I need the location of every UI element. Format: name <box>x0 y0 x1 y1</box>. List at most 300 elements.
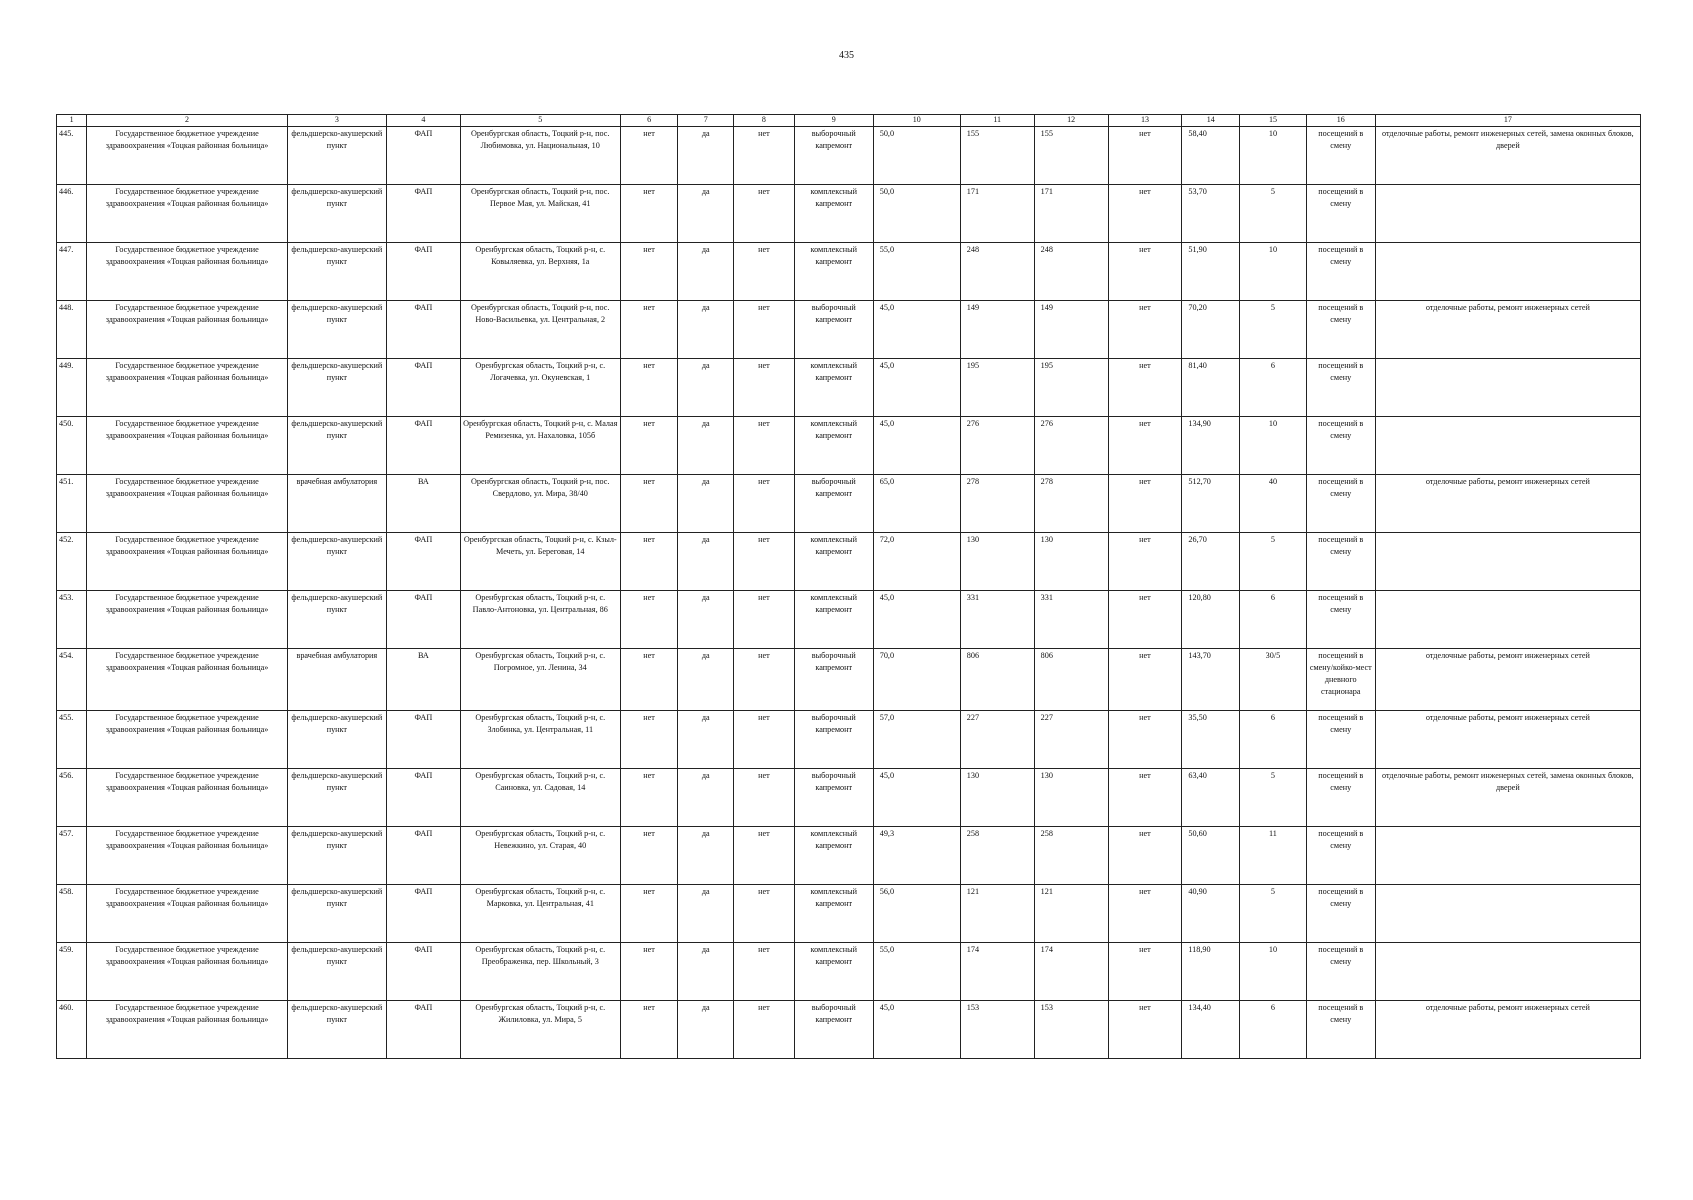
column-10-value: 45,0 <box>873 417 960 475</box>
column-6-value: нет <box>620 475 678 533</box>
organization-name: Государственное бюджетное учреждение здравоохранения «Тоцкая районная больница» <box>87 185 287 243</box>
column-8-value: нет <box>734 885 795 943</box>
works-description <box>1375 943 1640 1001</box>
facility-abbreviation: ФАП <box>386 301 460 359</box>
column-14-value: 512,70 <box>1182 475 1240 533</box>
facility-registry-table <box>56 114 1641 1059</box>
table-row <box>57 127 1641 185</box>
column-8-value: нет <box>734 301 795 359</box>
column-13-value: нет <box>1108 885 1182 943</box>
organization-name: Государственное бюджетное учреждение здравоохранения «Тоцкая районная больница» <box>87 475 287 533</box>
column-13-value: нет <box>1108 301 1182 359</box>
column-7-value: да <box>678 943 734 1001</box>
capacity-unit: посещений в смену <box>1306 827 1375 885</box>
column-11-value: 331 <box>960 591 1034 649</box>
column-8-value: нет <box>734 475 795 533</box>
repair-type: комплексный капремонт <box>794 533 873 591</box>
column-8-value: нет <box>734 359 795 417</box>
column-11-value: 195 <box>960 359 1034 417</box>
row-number: 448. <box>57 301 87 359</box>
column-11-value: 806 <box>960 649 1034 711</box>
works-description: отделочные работы, ремонт инженерных сетей <box>1375 475 1640 533</box>
row-number: 459. <box>57 943 87 1001</box>
row-number: 452. <box>57 533 87 591</box>
column-number-7: 7 <box>678 115 734 127</box>
works-description <box>1375 417 1640 475</box>
column-number-2: 2 <box>87 115 287 127</box>
column-13-value: нет <box>1108 185 1182 243</box>
column-10-value: 70,0 <box>873 649 960 711</box>
table-row <box>57 711 1641 769</box>
facility-type: врачебная амбулатория <box>287 649 386 711</box>
column-12-value: 121 <box>1034 885 1108 943</box>
row-number: 451. <box>57 475 87 533</box>
facility-abbreviation: ВА <box>386 475 460 533</box>
capacity-unit: посещений в смену <box>1306 127 1375 185</box>
table-body <box>57 127 1641 1059</box>
facility-address: Оренбургская область, Тоцкий р-н, с. Невежкино, ул. Старая, 40 <box>460 827 620 885</box>
column-number-13: 13 <box>1108 115 1182 127</box>
column-7-value: да <box>678 301 734 359</box>
facility-abbreviation: ФАП <box>386 417 460 475</box>
capacity-unit: посещений в смену <box>1306 943 1375 1001</box>
repair-type: выборочный капремонт <box>794 711 873 769</box>
table-row <box>57 359 1641 417</box>
facility-address: Оренбургская область, Тоцкий р-н, с. Преображенка, пер. Школьный, 3 <box>460 943 620 1001</box>
column-12-value: 149 <box>1034 301 1108 359</box>
column-number-16: 16 <box>1306 115 1375 127</box>
column-number-8: 8 <box>734 115 795 127</box>
table-row <box>57 243 1641 301</box>
column-10-value: 45,0 <box>873 769 960 827</box>
facility-abbreviation: ФАП <box>386 185 460 243</box>
column-14-value: 58,40 <box>1182 127 1240 185</box>
facility-type: врачебная амбулатория <box>287 475 386 533</box>
column-13-value: нет <box>1108 533 1182 591</box>
column-7-value: да <box>678 417 734 475</box>
facility-abbreviation: ФАП <box>386 943 460 1001</box>
column-12-value: 153 <box>1034 1001 1108 1059</box>
column-7-value: да <box>678 769 734 827</box>
column-10-value: 57,0 <box>873 711 960 769</box>
column-8-value: нет <box>734 185 795 243</box>
table-row <box>57 1001 1641 1059</box>
column-15-value: 10 <box>1240 127 1307 185</box>
column-13-value: нет <box>1108 769 1182 827</box>
works-description <box>1375 591 1640 649</box>
facility-type: фельдшерско-акушерский пункт <box>287 301 386 359</box>
column-13-value: нет <box>1108 417 1182 475</box>
repair-type: выборочный капремонт <box>794 475 873 533</box>
facility-type: фельдшерско-акушерский пункт <box>287 417 386 475</box>
facility-abbreviation: ФАП <box>386 243 460 301</box>
column-15-value: 5 <box>1240 185 1307 243</box>
capacity-unit: посещений в смену <box>1306 591 1375 649</box>
organization-name: Государственное бюджетное учреждение здравоохранения «Тоцкая районная больница» <box>87 769 287 827</box>
column-13-value: нет <box>1108 649 1182 711</box>
column-12-value: 278 <box>1034 475 1108 533</box>
column-13-value: нет <box>1108 827 1182 885</box>
column-13-value: нет <box>1108 943 1182 1001</box>
repair-type: комплексный капремонт <box>794 185 873 243</box>
column-14-value: 51,90 <box>1182 243 1240 301</box>
column-6-value: нет <box>620 711 678 769</box>
column-15-value: 10 <box>1240 243 1307 301</box>
column-7-value: да <box>678 533 734 591</box>
column-8-value: нет <box>734 1001 795 1059</box>
facility-address: Оренбургская область, Тоцкий р-н, с. Марковка, ул. Центральная, 41 <box>460 885 620 943</box>
column-8-value: нет <box>734 127 795 185</box>
column-6-value: нет <box>620 943 678 1001</box>
table-row <box>57 185 1641 243</box>
column-11-value: 130 <box>960 533 1034 591</box>
capacity-unit: посещений в смену <box>1306 301 1375 359</box>
column-8-value: нет <box>734 769 795 827</box>
facility-address: Оренбургская область, Тоцкий р-н, с. Малая Ремизенка, ул. Нахаловка, 105б <box>460 417 620 475</box>
column-15-value: 5 <box>1240 533 1307 591</box>
column-15-value: 5 <box>1240 885 1307 943</box>
column-number-15: 15 <box>1240 115 1307 127</box>
facility-address: Оренбургская область, Тоцкий р-н, пос. Первое Мая, ул. Майская, 41 <box>460 185 620 243</box>
capacity-unit: посещений в смену <box>1306 711 1375 769</box>
column-7-value: да <box>678 591 734 649</box>
facility-abbreviation: ФАП <box>386 1001 460 1059</box>
organization-name: Государственное бюджетное учреждение здравоохранения «Тоцкая районная больница» <box>87 591 287 649</box>
column-11-value: 276 <box>960 417 1034 475</box>
column-10-value: 72,0 <box>873 533 960 591</box>
capacity-unit: посещений в смену/койко-мест дневного стационара <box>1306 649 1375 711</box>
row-number: 460. <box>57 1001 87 1059</box>
column-6-value: нет <box>620 127 678 185</box>
capacity-unit: посещений в смену <box>1306 1001 1375 1059</box>
facility-abbreviation: ФАП <box>386 827 460 885</box>
column-15-value: 11 <box>1240 827 1307 885</box>
repair-type: выборочный капремонт <box>794 127 873 185</box>
table-row <box>57 827 1641 885</box>
column-15-value: 40 <box>1240 475 1307 533</box>
column-10-value: 49,3 <box>873 827 960 885</box>
facility-abbreviation: ФАП <box>386 533 460 591</box>
column-14-value: 53,70 <box>1182 185 1240 243</box>
facility-address: Оренбургская область, Тоцкий р-н, пос. Свердлово, ул. Мира, 38/40 <box>460 475 620 533</box>
facility-abbreviation: ФАП <box>386 769 460 827</box>
facility-address: Оренбургская область, Тоцкий р-н, пос. Любимовка, ул. Национальная, 10 <box>460 127 620 185</box>
column-15-value: 10 <box>1240 417 1307 475</box>
facility-type: фельдшерско-акушерский пункт <box>287 711 386 769</box>
column-14-value: 63,40 <box>1182 769 1240 827</box>
repair-type: комплексный капремонт <box>794 417 873 475</box>
repair-type: комплексный капремонт <box>794 243 873 301</box>
organization-name: Государственное бюджетное учреждение здравоохранения «Тоцкая районная больница» <box>87 243 287 301</box>
column-12-value: 174 <box>1034 943 1108 1001</box>
works-description <box>1375 885 1640 943</box>
column-6-value: нет <box>620 185 678 243</box>
repair-type: комплексный капремонт <box>794 943 873 1001</box>
row-number: 458. <box>57 885 87 943</box>
repair-type: комплексный капремонт <box>794 885 873 943</box>
column-6-value: нет <box>620 1001 678 1059</box>
facility-type: фельдшерско-акушерский пункт <box>287 359 386 417</box>
column-11-value: 174 <box>960 943 1034 1001</box>
repair-type: комплексный капремонт <box>794 827 873 885</box>
table-row <box>57 475 1641 533</box>
row-number: 449. <box>57 359 87 417</box>
column-14-value: 35,50 <box>1182 711 1240 769</box>
column-11-value: 121 <box>960 885 1034 943</box>
row-number: 447. <box>57 243 87 301</box>
facility-type: фельдшерско-акушерский пункт <box>287 943 386 1001</box>
facility-address: Оренбургская область, Тоцкий р-н, с. Злобинка, ул. Центральная, 11 <box>460 711 620 769</box>
column-7-value: да <box>678 475 734 533</box>
column-11-value: 149 <box>960 301 1034 359</box>
facility-address: Оренбургская область, Тоцкий р-н, с. Павло-Антоновка, ул. Центральная, 86 <box>460 591 620 649</box>
column-12-value: 155 <box>1034 127 1108 185</box>
column-7-value: да <box>678 359 734 417</box>
works-description: отделочные работы, ремонт инженерных сетей <box>1375 711 1640 769</box>
capacity-unit: посещений в смену <box>1306 769 1375 827</box>
works-description: отделочные работы, ремонт инженерных сетей <box>1375 1001 1640 1059</box>
column-15-value: 6 <box>1240 711 1307 769</box>
organization-name: Государственное бюджетное учреждение здравоохранения «Тоцкая районная больница» <box>87 417 287 475</box>
column-10-value: 55,0 <box>873 943 960 1001</box>
column-10-value: 55,0 <box>873 243 960 301</box>
column-8-value: нет <box>734 591 795 649</box>
column-10-value: 50,0 <box>873 127 960 185</box>
repair-type: комплексный капремонт <box>794 591 873 649</box>
column-12-value: 171 <box>1034 185 1108 243</box>
column-6-value: нет <box>620 591 678 649</box>
column-8-value: нет <box>734 827 795 885</box>
column-11-value: 153 <box>960 1001 1034 1059</box>
organization-name: Государственное бюджетное учреждение здравоохранения «Тоцкая районная больница» <box>87 533 287 591</box>
column-14-value: 120,80 <box>1182 591 1240 649</box>
organization-name: Государственное бюджетное учреждение здравоохранения «Тоцкая районная больница» <box>87 711 287 769</box>
column-14-value: 81,40 <box>1182 359 1240 417</box>
column-8-value: нет <box>734 943 795 1001</box>
column-11-value: 258 <box>960 827 1034 885</box>
column-12-value: 195 <box>1034 359 1108 417</box>
column-15-value: 5 <box>1240 769 1307 827</box>
facility-address: Оренбургская область, Тоцкий р-н, с. Жилиловка, ул. Мира, 5 <box>460 1001 620 1059</box>
facility-address: Оренбургская область, Тоцкий р-н, с. Ковыляевка, ул. Верхняя, 1а <box>460 243 620 301</box>
works-description: отделочные работы, ремонт инженерных сетей, замена оконных блоков, дверей <box>1375 769 1640 827</box>
table-row <box>57 533 1641 591</box>
facility-abbreviation: ВА <box>386 649 460 711</box>
facility-abbreviation: ФАП <box>386 711 460 769</box>
row-number: 454. <box>57 649 87 711</box>
works-description <box>1375 359 1640 417</box>
column-7-value: да <box>678 885 734 943</box>
column-14-value: 134,90 <box>1182 417 1240 475</box>
column-number-11: 11 <box>960 115 1034 127</box>
column-12-value: 130 <box>1034 769 1108 827</box>
column-15-value: 6 <box>1240 359 1307 417</box>
facility-address: Оренбургская область, Тоцкий р-н, с. Кзыл-Мечеть, ул. Береговая, 14 <box>460 533 620 591</box>
capacity-unit: посещений в смену <box>1306 185 1375 243</box>
column-10-value: 45,0 <box>873 1001 960 1059</box>
column-12-value: 331 <box>1034 591 1108 649</box>
column-6-value: нет <box>620 885 678 943</box>
column-12-value: 130 <box>1034 533 1108 591</box>
column-14-value: 70,20 <box>1182 301 1240 359</box>
works-description: отделочные работы, ремонт инженерных сетей <box>1375 301 1640 359</box>
column-8-value: нет <box>734 711 795 769</box>
column-number-6: 6 <box>620 115 678 127</box>
row-number: 456. <box>57 769 87 827</box>
column-number-12: 12 <box>1034 115 1108 127</box>
column-number-row <box>57 115 1641 127</box>
column-number-17: 17 <box>1375 115 1640 127</box>
column-12-value: 806 <box>1034 649 1108 711</box>
column-8-value: нет <box>734 533 795 591</box>
facility-type: фельдшерско-акушерский пункт <box>287 885 386 943</box>
facility-abbreviation: ФАП <box>386 885 460 943</box>
column-12-value: 276 <box>1034 417 1108 475</box>
column-10-value: 56,0 <box>873 885 960 943</box>
column-11-value: 278 <box>960 475 1034 533</box>
facility-type: фельдшерско-акушерский пункт <box>287 827 386 885</box>
column-6-value: нет <box>620 649 678 711</box>
column-8-value: нет <box>734 649 795 711</box>
works-description: отделочные работы, ремонт инженерных сетей, замена оконных блоков, дверей <box>1375 127 1640 185</box>
column-7-value: да <box>678 827 734 885</box>
facility-address: Оренбургская область, Тоцкий р-н, пос. Ново-Васильевка, ул. Центральная, 2 <box>460 301 620 359</box>
column-8-value: нет <box>734 417 795 475</box>
column-13-value: нет <box>1108 127 1182 185</box>
works-description <box>1375 533 1640 591</box>
table-row <box>57 301 1641 359</box>
column-12-value: 248 <box>1034 243 1108 301</box>
column-11-value: 171 <box>960 185 1034 243</box>
column-7-value: да <box>678 127 734 185</box>
facility-abbreviation: ФАП <box>386 127 460 185</box>
facility-abbreviation: ФАП <box>386 591 460 649</box>
facility-type: фельдшерско-акушерский пункт <box>287 1001 386 1059</box>
column-6-value: нет <box>620 243 678 301</box>
column-14-value: 134,40 <box>1182 1001 1240 1059</box>
facility-type: фельдшерско-акушерский пункт <box>287 533 386 591</box>
facility-address: Оренбургская область, Тоцкий р-н, с. Погромное, ул. Ленина, 34 <box>460 649 620 711</box>
column-15-value: 10 <box>1240 943 1307 1001</box>
capacity-unit: посещений в смену <box>1306 243 1375 301</box>
column-15-value: 5 <box>1240 301 1307 359</box>
organization-name: Государственное бюджетное учреждение здравоохранения «Тоцкая районная больница» <box>87 1001 287 1059</box>
row-number: 445. <box>57 127 87 185</box>
column-15-value: 6 <box>1240 591 1307 649</box>
column-number-4: 4 <box>386 115 460 127</box>
column-12-value: 258 <box>1034 827 1108 885</box>
capacity-unit: посещений в смену <box>1306 417 1375 475</box>
table-row <box>57 591 1641 649</box>
column-6-value: нет <box>620 533 678 591</box>
works-description: отделочные работы, ремонт инженерных сетей <box>1375 649 1640 711</box>
facility-type: фельдшерско-акушерский пункт <box>287 127 386 185</box>
organization-name: Государственное бюджетное учреждение здравоохранения «Тоцкая районная больница» <box>87 649 287 711</box>
column-10-value: 45,0 <box>873 359 960 417</box>
column-6-value: нет <box>620 417 678 475</box>
facility-abbreviation: ФАП <box>386 359 460 417</box>
column-6-value: нет <box>620 827 678 885</box>
column-number-3: 3 <box>287 115 386 127</box>
row-number: 453. <box>57 591 87 649</box>
column-7-value: да <box>678 1001 734 1059</box>
facility-address: Оренбургская область, Тоцкий р-н, с. Саиновка, ул. Садовая, 14 <box>460 769 620 827</box>
column-14-value: 118,90 <box>1182 943 1240 1001</box>
works-description <box>1375 185 1640 243</box>
capacity-unit: посещений в смену <box>1306 885 1375 943</box>
column-14-value: 26,70 <box>1182 533 1240 591</box>
column-13-value: нет <box>1108 359 1182 417</box>
column-10-value: 45,0 <box>873 591 960 649</box>
column-13-value: нет <box>1108 591 1182 649</box>
column-6-value: нет <box>620 769 678 827</box>
row-number: 455. <box>57 711 87 769</box>
column-6-value: нет <box>620 359 678 417</box>
column-7-value: да <box>678 711 734 769</box>
column-14-value: 50,60 <box>1182 827 1240 885</box>
column-number-9: 9 <box>794 115 873 127</box>
capacity-unit: посещений в смену <box>1306 359 1375 417</box>
organization-name: Государственное бюджетное учреждение здравоохранения «Тоцкая районная больница» <box>87 301 287 359</box>
repair-type: комплексный капремонт <box>794 359 873 417</box>
row-number: 450. <box>57 417 87 475</box>
organization-name: Государственное бюджетное учреждение здравоохранения «Тоцкая районная больница» <box>87 885 287 943</box>
column-13-value: нет <box>1108 243 1182 301</box>
repair-type: выборочный капремонт <box>794 769 873 827</box>
column-number-1: 1 <box>57 115 87 127</box>
column-8-value: нет <box>734 243 795 301</box>
organization-name: Государственное бюджетное учреждение здравоохранения «Тоцкая районная больница» <box>87 943 287 1001</box>
organization-name: Государственное бюджетное учреждение здравоохранения «Тоцкая районная больница» <box>87 359 287 417</box>
repair-type: выборочный капремонт <box>794 649 873 711</box>
column-number-14: 14 <box>1182 115 1240 127</box>
column-11-value: 227 <box>960 711 1034 769</box>
column-10-value: 50,0 <box>873 185 960 243</box>
column-6-value: нет <box>620 301 678 359</box>
row-number: 457. <box>57 827 87 885</box>
column-11-value: 130 <box>960 769 1034 827</box>
works-description <box>1375 243 1640 301</box>
table-row <box>57 649 1641 711</box>
page-number: 435 <box>839 50 854 61</box>
column-13-value: нет <box>1108 1001 1182 1059</box>
capacity-unit: посещений в смену <box>1306 475 1375 533</box>
repair-type: выборочный капремонт <box>794 1001 873 1059</box>
table-row <box>57 943 1641 1001</box>
facility-type: фельдшерско-акушерский пункт <box>287 769 386 827</box>
repair-type: выборочный капремонт <box>794 301 873 359</box>
table-row <box>57 885 1641 943</box>
organization-name: Государственное бюджетное учреждение здравоохранения «Тоцкая районная больница» <box>87 827 287 885</box>
column-14-value: 143,70 <box>1182 649 1240 711</box>
column-7-value: да <box>678 649 734 711</box>
column-14-value: 40,90 <box>1182 885 1240 943</box>
column-10-value: 45,0 <box>873 301 960 359</box>
column-10-value: 65,0 <box>873 475 960 533</box>
facility-address: Оренбургская область, Тоцкий р-н, с. Логачевка, ул. Окуневская, 1 <box>460 359 620 417</box>
column-15-value: 6 <box>1240 1001 1307 1059</box>
column-7-value: да <box>678 185 734 243</box>
column-11-value: 155 <box>960 127 1034 185</box>
row-number: 446. <box>57 185 87 243</box>
column-13-value: нет <box>1108 475 1182 533</box>
works-description <box>1375 827 1640 885</box>
column-15-value: 30/5 <box>1240 649 1307 711</box>
facility-type: фельдшерско-акушерский пункт <box>287 591 386 649</box>
column-12-value: 227 <box>1034 711 1108 769</box>
table-row <box>57 769 1641 827</box>
column-13-value: нет <box>1108 711 1182 769</box>
